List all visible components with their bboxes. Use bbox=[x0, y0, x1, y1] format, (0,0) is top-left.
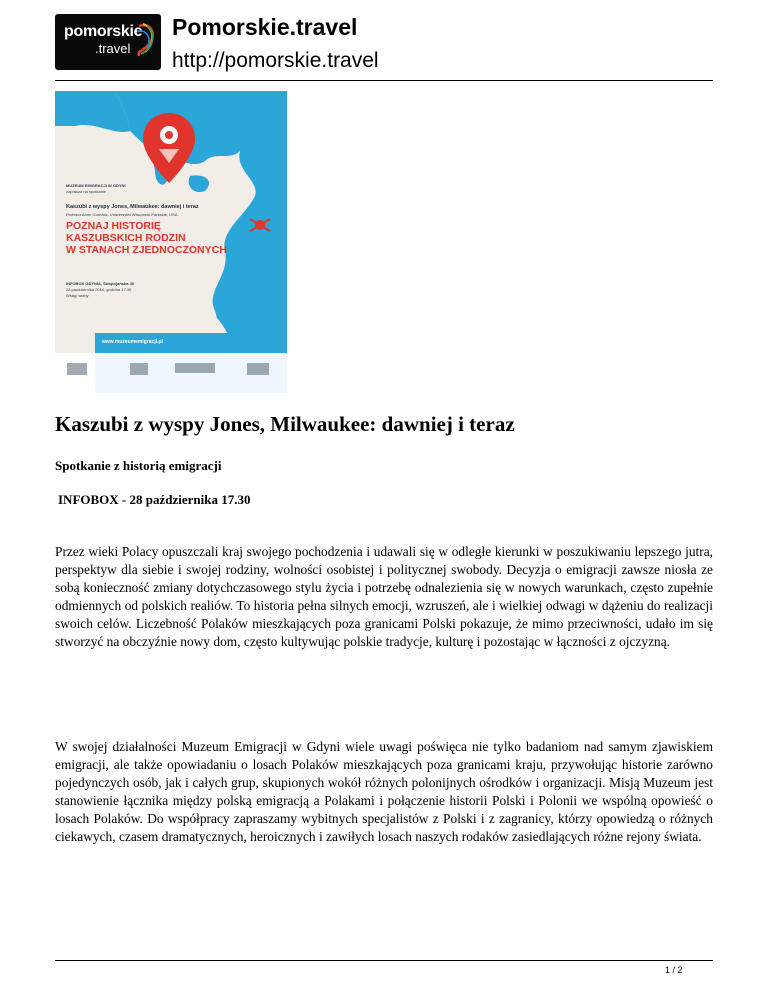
page-number: 1 / 2 bbox=[665, 965, 683, 975]
event-poster-image bbox=[55, 91, 287, 393]
sponsor-logo bbox=[247, 363, 269, 375]
footer-divider bbox=[55, 960, 713, 961]
lake-shape bbox=[189, 175, 209, 192]
sponsor-logo bbox=[130, 363, 148, 375]
sponsor-logo bbox=[175, 363, 215, 373]
poster-date: 28 października 2014, godzina 17:30 bbox=[66, 287, 132, 292]
map-pin-icon bbox=[143, 113, 195, 183]
poster-invite: zaprasza na spotkanie bbox=[66, 189, 107, 194]
page-header bbox=[55, 12, 713, 81]
site-url-link[interactable]: http://pomorskie.travel bbox=[172, 49, 379, 72]
logo-text: pomorskie bbox=[64, 23, 143, 40]
poster-talk-title: Kaszubi z wyspy Jones, Milwaukee: dawniej i teraz bbox=[66, 204, 199, 210]
article-subtitle: Spotkanie z historią emigracji bbox=[55, 458, 222, 473]
poster-headline-2: KASZUBSKICH RODZIN bbox=[66, 232, 186, 244]
article-title: Kaszubi z wyspy Jones, Milwaukee: dawniej i teraz bbox=[55, 412, 515, 436]
logo-subtext: .travel bbox=[95, 41, 131, 56]
event-date-line: INFOBOX - 28 października 17.30 bbox=[58, 492, 251, 507]
site-title: Pomorskie.travel bbox=[172, 14, 358, 40]
poster-url: www.muzeumemigracji.pl bbox=[102, 339, 163, 345]
pomorskie-travel-logo[interactable] bbox=[55, 14, 161, 70]
logo-swirl-icon bbox=[135, 20, 157, 60]
poster-headline-3: W STANACH ZJEDNOCZONYCH bbox=[66, 244, 227, 256]
article-paragraph-2: W swojej działalności Muzeum Emigracji w Gdyni wiele uwagi poświęca nie tylko badaniom nad samym zjawiskiem emigracji, ale także opowiadaniu o losach Polaków mieszkających poza granicami kraju, przywołując historie zarówno pojedynczych osób, jak i całych grup, skupionych wokół różnych polonijnych ośrodków i organizacji. Misją Muzeum jest stanowienie łącznika między polską emigracją a Polakami i połączenie historii Polski i Polonii we wspólną opowieść o losach Polaków. Do współpracy zapraszamy wybitnych specjalistów z Polski i z zagranicy, którzy opowiedzą o różnych ciekawych, czasem dramatycznych, heroicznych i zawiłych losach naszych rodaków zasiedlających różne rejony świata. bbox=[55, 739, 713, 844]
article-paragraph-1: Przez wieki Polacy opuszczali kraj swojego pochodzenia i udawali się w odległe kierunki w poszukiwaniu lepszego jutra, perspektyw dla siebie i swojej rodziny, wolności osobistej i politycznej swobody. Decyzja o emigracji zawsze niosła ze sobą konieczność zmiany dotychczasowego stylu życia i potrzebę odnalezienia się w nowych warunkach, często zupełnie odmiennych od polskich realiów. To historia pełna silnych emocji, wzruszeń, ale i wielkiej odwagi w dążeniu do realizacji swoich celów. Liczebność Polaków mieszkających poza granicami Polski pokazuje, że mimo przeciwności, udało im się stworzyć na obczyźnie nowy dom, często kultywując polskie tradycje, kulturę i pozostając w łączności z ojczyzną. bbox=[55, 544, 713, 649]
poster-org: MUZEUM EMIGRACJI W GDYNI bbox=[66, 183, 126, 188]
poster-speaker: Profesor Anne Gurnack, Uniwersytet Wisconsin-Parkside, USA bbox=[66, 212, 178, 217]
poster-entry: Wstęp wolny bbox=[66, 293, 89, 298]
sponsor-logo bbox=[67, 363, 87, 375]
poster-venue: INFOBOX GDYNIA, Świętojańska 30 bbox=[66, 281, 135, 286]
pin-ornament-center bbox=[165, 131, 173, 139]
poster-headline-1: POZNAJ HISTORIĘ bbox=[66, 220, 161, 232]
